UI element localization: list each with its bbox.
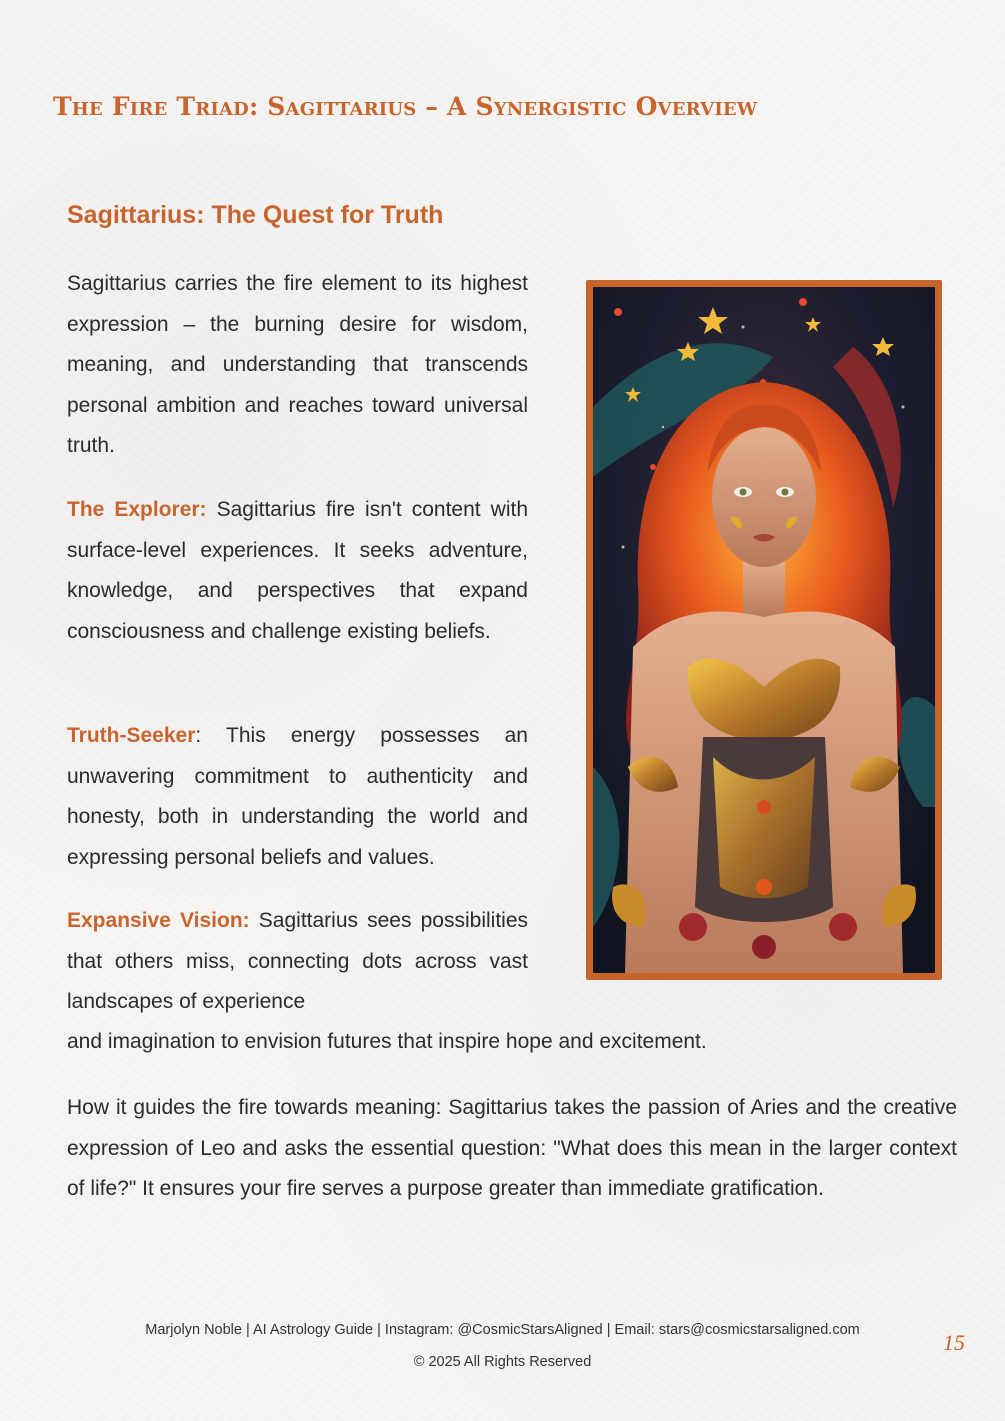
expansive-vision-text: Sagittarius sees possibilities that others miss, connecting dots across vast landscapes of experience [67,909,528,1013]
expansive-vision-label: Expansive Vision: [67,909,250,932]
explorer-label: The Explorer: [67,498,207,521]
sagittarius-illustration-frame [586,280,942,980]
expansive-vision-continuation: and imagination to envision futures that inspire hope and excitement. [67,1030,707,1053]
page-number: 15 [943,1330,965,1355]
expansive-vision-paragraph [67,901,528,1023]
section-title: Sagittarius: The Quest for Truth [67,201,444,229]
footer-credit: Marjolyn Noble | AI Astrology Guide | Instagram: @CosmicStarsAligned | Email: stars@cosmicstarsaligned.com [145,1322,860,1338]
page-header-title: The Fire Triad: Sagittarius – A Synergistic Overview [53,92,758,121]
explorer-text: Sagittarius fire isn't content with surface-level experiences. It seeks adventure, knowledge, and perspectives that expand consciousness and challenge existing beliefs. [67,498,528,643]
truth-seeker-paragraph [67,716,528,878]
intro-paragraph: Sagittarius carries the fire element to its highest expression – the burning desire for wisdom, meaning, and understanding that transcends personal ambition and reaches toward universal truth. [67,272,528,457]
truth-seeker-text: : This energy possesses an unwavering commitment to authenticity and honesty, both in understanding the world and expressing personal beliefs and values. [67,724,528,869]
fire-woman-illustration [593,287,935,973]
guidance-paragraph: How it guides the fire towards meaning: Sagittarius takes the passion of Aries and the creative expression of Leo and asks the essential question: "What does this mean in the larger context of life?" It ensures your fire serves a purpose greater than immediate gratification. [67,1096,957,1200]
footer-copyright: © 2025 All Rights Reserved [413,1354,592,1370]
truth-seeker-label: Truth-Seeker [67,724,196,747]
explorer-paragraph [67,490,528,652]
